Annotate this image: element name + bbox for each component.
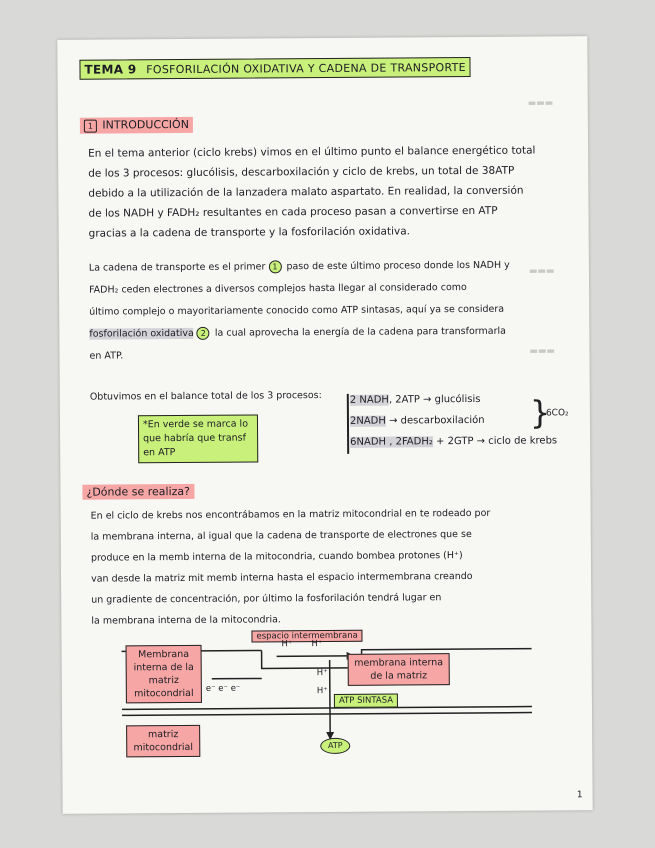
membrane-line (122, 707, 532, 710)
proton-label: H⁺ (316, 667, 328, 679)
step-number-badge: 2 (197, 327, 210, 340)
text-line: debido a la utilización de la lanzadera malato aspartato. En realidad, la conversión (88, 184, 524, 200)
proton-label: H⁺ (316, 685, 328, 697)
text-line: van desde la matriz mit memb interna hasta el espacio intermembrana creando (91, 570, 473, 585)
text-span: la cual aprovecha la energía de la cadena para transformarla (214, 325, 506, 339)
proton-label: H⁺ (281, 639, 293, 650)
show-through-mark: ▬▬▬ (529, 346, 556, 357)
co2-label: 6CO₂ (545, 408, 569, 419)
where-heading: ¿Dónde se realiza? (82, 484, 194, 500)
show-through-mark: ▬▬▬ (528, 266, 555, 277)
notebook-page (57, 36, 592, 814)
highlighted-term: fosforilación oxidativa (89, 327, 194, 340)
membrane-line (122, 713, 532, 716)
espacio-label: espacio intermembrana (251, 630, 362, 643)
tema-number: TEMA 9 (84, 62, 137, 77)
text-span: → descarboxilación (385, 414, 485, 427)
text-line: En el ciclo de krebs nos encontrábamos en la matriz mitocondrial en te rodeado por (90, 507, 491, 522)
text-line: de los NADH y FADH₂ resultantes en cada proceso pasan a convertirse en ATP (88, 204, 498, 220)
highlighted-term: 2 NADH (349, 394, 389, 406)
balance-intro: Obtuvimos en el balance total de los 3 procesos: (89, 390, 322, 403)
text-line: en ATP. (89, 350, 124, 362)
text-line: un gradiente de concentración, por último la fosforilación tendrá lugar en (91, 592, 442, 606)
show-through-mark: ▬▬▬ (527, 98, 554, 109)
proton-label: H⁺ (311, 639, 323, 650)
atp-sintasa-box: ATP SINTASA (334, 693, 398, 707)
highlighted-term: 6NADH , 2FADH₂ (350, 436, 433, 448)
text-span: , 2ATP → glucólisis (388, 393, 481, 406)
green-note: *En verde se marca lo que habría que transf en ATP (138, 414, 258, 463)
page-number: 1 (576, 790, 583, 801)
text-line: produce en la memb interna de la mitocondria, cuando bombea protones (H⁺) (90, 550, 463, 564)
text-line: En el tema anterior (ciclo krebs) vimos en el último punto el balance energético total (88, 144, 536, 160)
text-span: paso de este último proceso donde los NADH y (286, 259, 510, 273)
membrana-box: Membrana interna de la matriz mitocondrial (126, 645, 202, 704)
step-number-badge: 1 (268, 260, 281, 273)
text-line: último complejo o mayoritariamente conocido como ATP sintasas, aquí ya se considera (89, 303, 505, 318)
matriz-box: matriz mitocondrial (126, 725, 200, 758)
electrons-label: e⁻ e⁻ e⁻ (205, 683, 241, 694)
text-span: La cadena de transporte es el primer (88, 261, 266, 274)
text-line: la membrana interna de la mitocondria. (91, 614, 281, 627)
membrana-interna-box: membrana interna de la matriz (348, 653, 450, 686)
atp-circle: ATP (320, 738, 350, 754)
text-line: de los 3 procesos: glucólisis, descarboxilación y ciclo de krebs, un total de 38ATP (88, 164, 515, 180)
atp-arrow (330, 660, 331, 734)
intro-heading-text: INTRODUCCIÓN (102, 117, 189, 132)
text-line: gracias a la cadena de transporte y la fosforilación oxidativa. (88, 225, 411, 240)
tema-title: FOSFORILACIÓN OXIDATIVA Y CADENA DE TRANSPORTE (146, 61, 466, 77)
text-line: FADH₂ ceden electrones a diversos complejos hasta llegar al considerado como (89, 282, 467, 296)
text-line: la membrana interna, al igual que la cadena de transporte de electrones que se (90, 528, 472, 543)
curly-brace: } (529, 393, 551, 432)
text-span: + 2GTP → ciclo de krebs (432, 435, 558, 448)
section-number: 1 (84, 119, 97, 132)
highlighted-term: 2NADH (349, 415, 386, 427)
